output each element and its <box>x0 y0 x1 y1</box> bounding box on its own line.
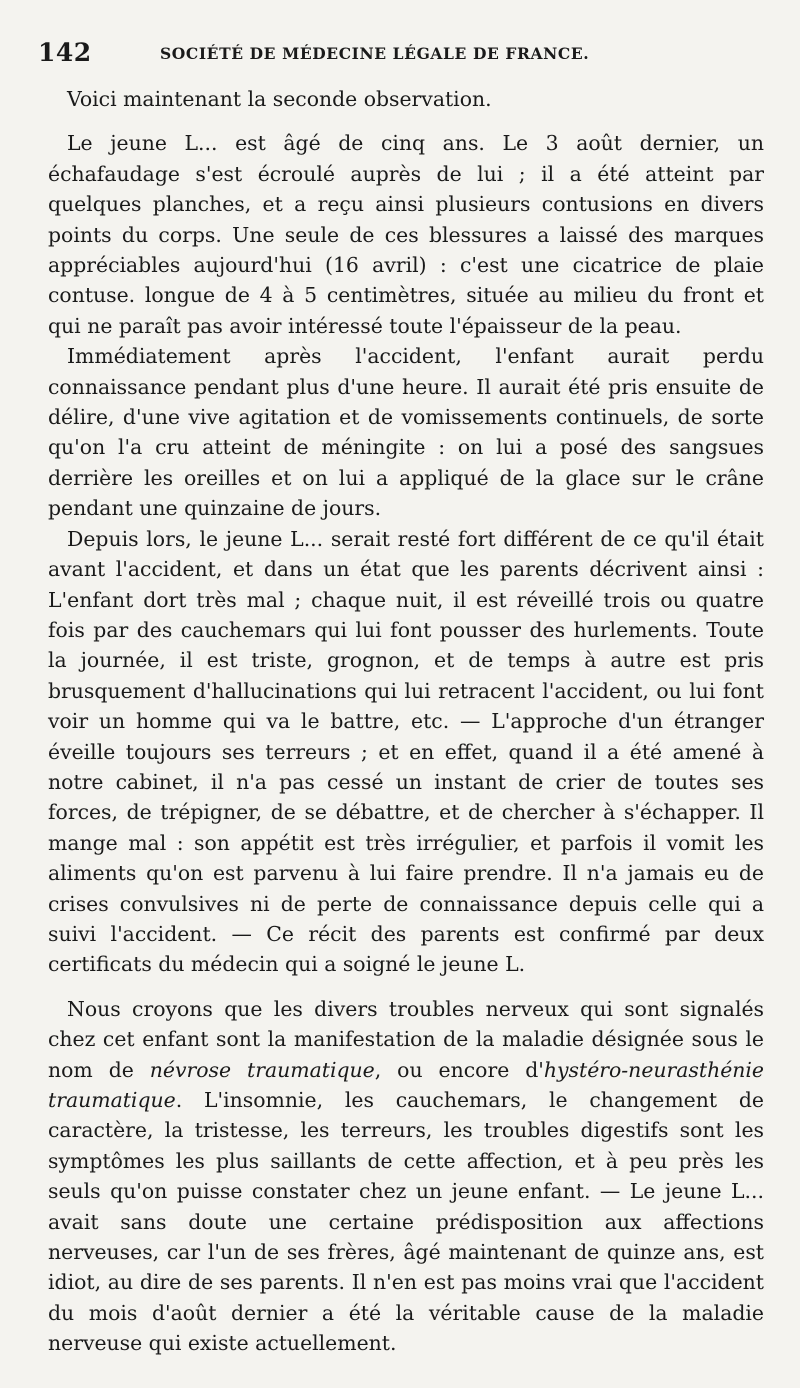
paragraph-3: Depuis lors, le jeune L... serait resté fort différent de ce qu'il était avant l'accident, et dans un état que les parents décrivent ainsi : L'enfant dort très mal ; chaque nuit, il est réveillé trois ou quatre fois par des cauchemars qui lui font pousser des hurlements. Toute la journée, il est triste, grognon, et de temps à autre est pris brusquement d'hallucinations qui lui retracent l'accident, ou lui font voir un homme qui va le battre, etc. — L'approche d'un étranger éveille toujours ses terreurs ; et en effet, quand il a été amené à notre cabinet, il n'a pas cessé un instant de crier de toutes ses forces, de trépigner, de se débattre, et de chercher à s'échapper. Il mange mal : son appétit est très irrégulier, et parfois il vomit les aliments qu'on est parvenu à lui faire prendre. Il n'a jamais eu de crises convulsives ni de perte de connaissance depuis celle qui a suivi l'accident. — Ce récit des parents est confirmé par deux certificats du médecin qui a soigné le jeune L. <box>48 526 764 977</box>
term-hystero-neurasthenie: hystéro-neurasthénie traumatique <box>48 1057 764 1112</box>
paragraph-4 <box>48 994 764 1359</box>
paragraph-2: Immédiatement après l'accident, l'enfant aurait perdu connaissance pendant plus d'une heure. Il aurait été pris ensuite de délire, d'une vive agitation et de vomissements continuels, de sorte qu'on l'a cru atteint de méningite : on lui a posé des sangsues derrière les oreilles et on lui a appliqué de la glace sur le crâne pendant une quinzaine de jours. <box>48 344 764 521</box>
page-number: 142 <box>38 38 92 67</box>
page-header <box>38 38 758 78</box>
paragraph-1: Le jeune L... est âgé de cinq ans. Le 3 août dernier, un échafaudage s'est écroulé auprès de lui ; il a été atteint par quelques planches, et a reçu ainsi plusieurs contusions en divers points du corps. Une seule de ces blessures a laissé des marques appréciables aujourd'hui (16 avril) : c'est une cicatrice de plaie contuse. longue de 4 à 5 centimètres, située au milieu du front et qui ne paraît pas avoir intéressé toute l'épaisseur de la peau. <box>48 131 764 338</box>
paragraph-4-text-b: , ou encore d' <box>374 1057 544 1082</box>
term-nevrose-traumatique: névrose traumatique <box>149 1057 375 1082</box>
body-text <box>48 84 764 1359</box>
running-head: SOCIÉTÉ DE MÉDECINE LÉGALE DE FRANCE. <box>160 44 590 63</box>
intro-line: Voici maintenant la seconde observation. <box>67 87 492 111</box>
paragraph-4-text-a: Nous croyons que les divers troubles nerveux qui sont signalés chez cet enfant sont la manifestation de la maladie désignée sous le nom de <box>48 996 764 1082</box>
paragraph-4-text-c: . L'insomnie, les cauchemars, le changement de caractère, la tristesse, les terreurs, les troubles digestifs sont les symptômes les plus saillants de cette affection, et à peu près les seuls qu'on puisse constater chez un jeune enfant. — Le jeune L... avait sans doute une certaine prédisposition aux affections nerveuses, car l'un de ses frères, âgé maintenant de quinze ans, est idiot, au dire de ses parents. Il n'en est pas moins vrai que l'accident du mois d'août dernier a été la véritable cause de la maladie nerveuse qui existe actuellement. <box>48 1088 764 1356</box>
